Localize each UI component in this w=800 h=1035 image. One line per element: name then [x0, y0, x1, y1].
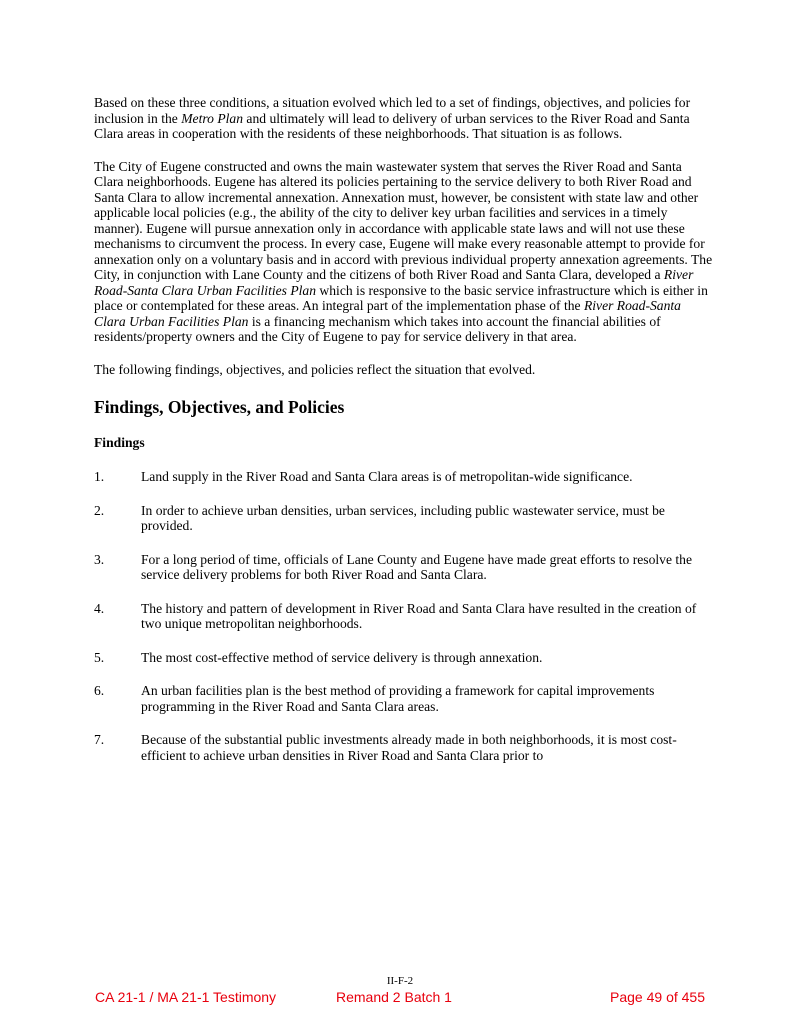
italic-title: River Road-Santa Clara Urban Facilities Plan — [94, 298, 681, 329]
paragraph-text: which is responsive to the basic service infrastructure which is either in place or contemplated for these areas. An integral part of the implementation phase of the — [94, 282, 708, 313]
finding-number: 4. — [94, 600, 105, 616]
finding-item — [94, 601, 714, 632]
finding-item — [94, 552, 714, 583]
section-heading: Findings, Objectives, and Policies — [94, 397, 345, 417]
finding-text: For a long period of time, officials of Lane County and Eugene have made great efforts to resolve the service delivery problems for both River Road and Santa Clara. — [141, 551, 693, 582]
paragraph-text: is a financing mechanism which takes into account the financial abilities of residents/property owners and the City of Eugene to pay for service delivery in that area. — [94, 313, 661, 344]
finding-text: The history and pattern of development in River Road and Santa Clara have resulted in the creation of two unique metropolitan neighborhoods. — [141, 600, 697, 631]
finding-number: 1. — [94, 469, 105, 484]
document-body — [94, 95, 714, 781]
finding-number: 3. — [94, 551, 105, 567]
finding-text: Land supply in the River Road and Santa Clara areas is of metropolitan-wide significance. — [141, 469, 633, 484]
footer-batch-label: Remand 2 Batch 1 — [336, 989, 452, 1005]
paragraph — [94, 95, 714, 142]
finding-item — [94, 469, 714, 485]
finding-text: Because of the substantial public investments already made in both neighborhoods, it is most cost-efficient to achieve urban densities in River Road and Santa Clara prior to — [141, 732, 677, 763]
paragraph — [94, 159, 714, 345]
finding-item — [94, 732, 714, 763]
page-number: II-F-2 — [386, 975, 414, 987]
italic-title: River Road-Santa Clara Urban Facilities Plan — [94, 267, 694, 298]
paragraph-text: Based on these three conditions, a situation evolved which led to a set of findings, objectives, and policies for inclusion in the — [94, 95, 691, 126]
paragraph-text: and ultimately will lead to delivery of urban services to the River Road and Santa Clara areas in cooperation with the residents of these neighborhoods. That situation is as follows. — [94, 110, 690, 141]
paragraph-text: The following findings, objectives, and policies reflect the situation that evolved. — [94, 361, 536, 377]
finding-number: 6. — [94, 683, 105, 698]
paragraph-text: The City of Eugene constructed and owns the main wastewater system that serves the River Road and Santa Clara neighborhoods. Eugene has altered its policies pertaining to the service delivery to both River Road and Santa Clara to allow incremental annexation. Annexation must, however, be consistent with state law and other applicable local policies (e.g., the ability of the city to deliver key urban facilities and services in a timely manner). Eugene will pursue annexation only in accordance with applicable state laws and will not use these mechanisms to circumvent the process. In every case, Eugene will make every reasonable attempt to provide for annexation only on a voluntary basis and in accord with previous individual property annexation agreements. The City, in conjunction with Lane County and the citizens of both River Road and Santa Clara, developed a — [94, 158, 713, 282]
finding-number: 5. — [94, 649, 105, 665]
italic-title: Metro Plan — [181, 110, 244, 126]
finding-text: An urban facilities plan is the best method of providing a framework for capital improvements programming in the River Road and Santa Clara areas. — [141, 683, 655, 714]
footer-page-count: Page 49 of 455 — [610, 989, 705, 1005]
paragraph — [94, 362, 714, 378]
intro-paragraphs — [94, 95, 714, 377]
finding-item — [94, 503, 714, 534]
finding-text: In order to achieve urban densities, urban services, including public wastewater service, must be provided. — [141, 502, 665, 533]
findings-subheading: Findings — [94, 435, 145, 450]
finding-text: The most cost-effective method of service delivery is through annexation. — [141, 649, 543, 665]
finding-item — [94, 650, 714, 666]
finding-item — [94, 683, 714, 714]
findings-list — [94, 469, 714, 763]
finding-number: 7. — [94, 732, 105, 747]
finding-number: 2. — [94, 502, 105, 518]
footer-testimony-label: CA 21-1 / MA 21-1 Testimony — [95, 989, 277, 1005]
